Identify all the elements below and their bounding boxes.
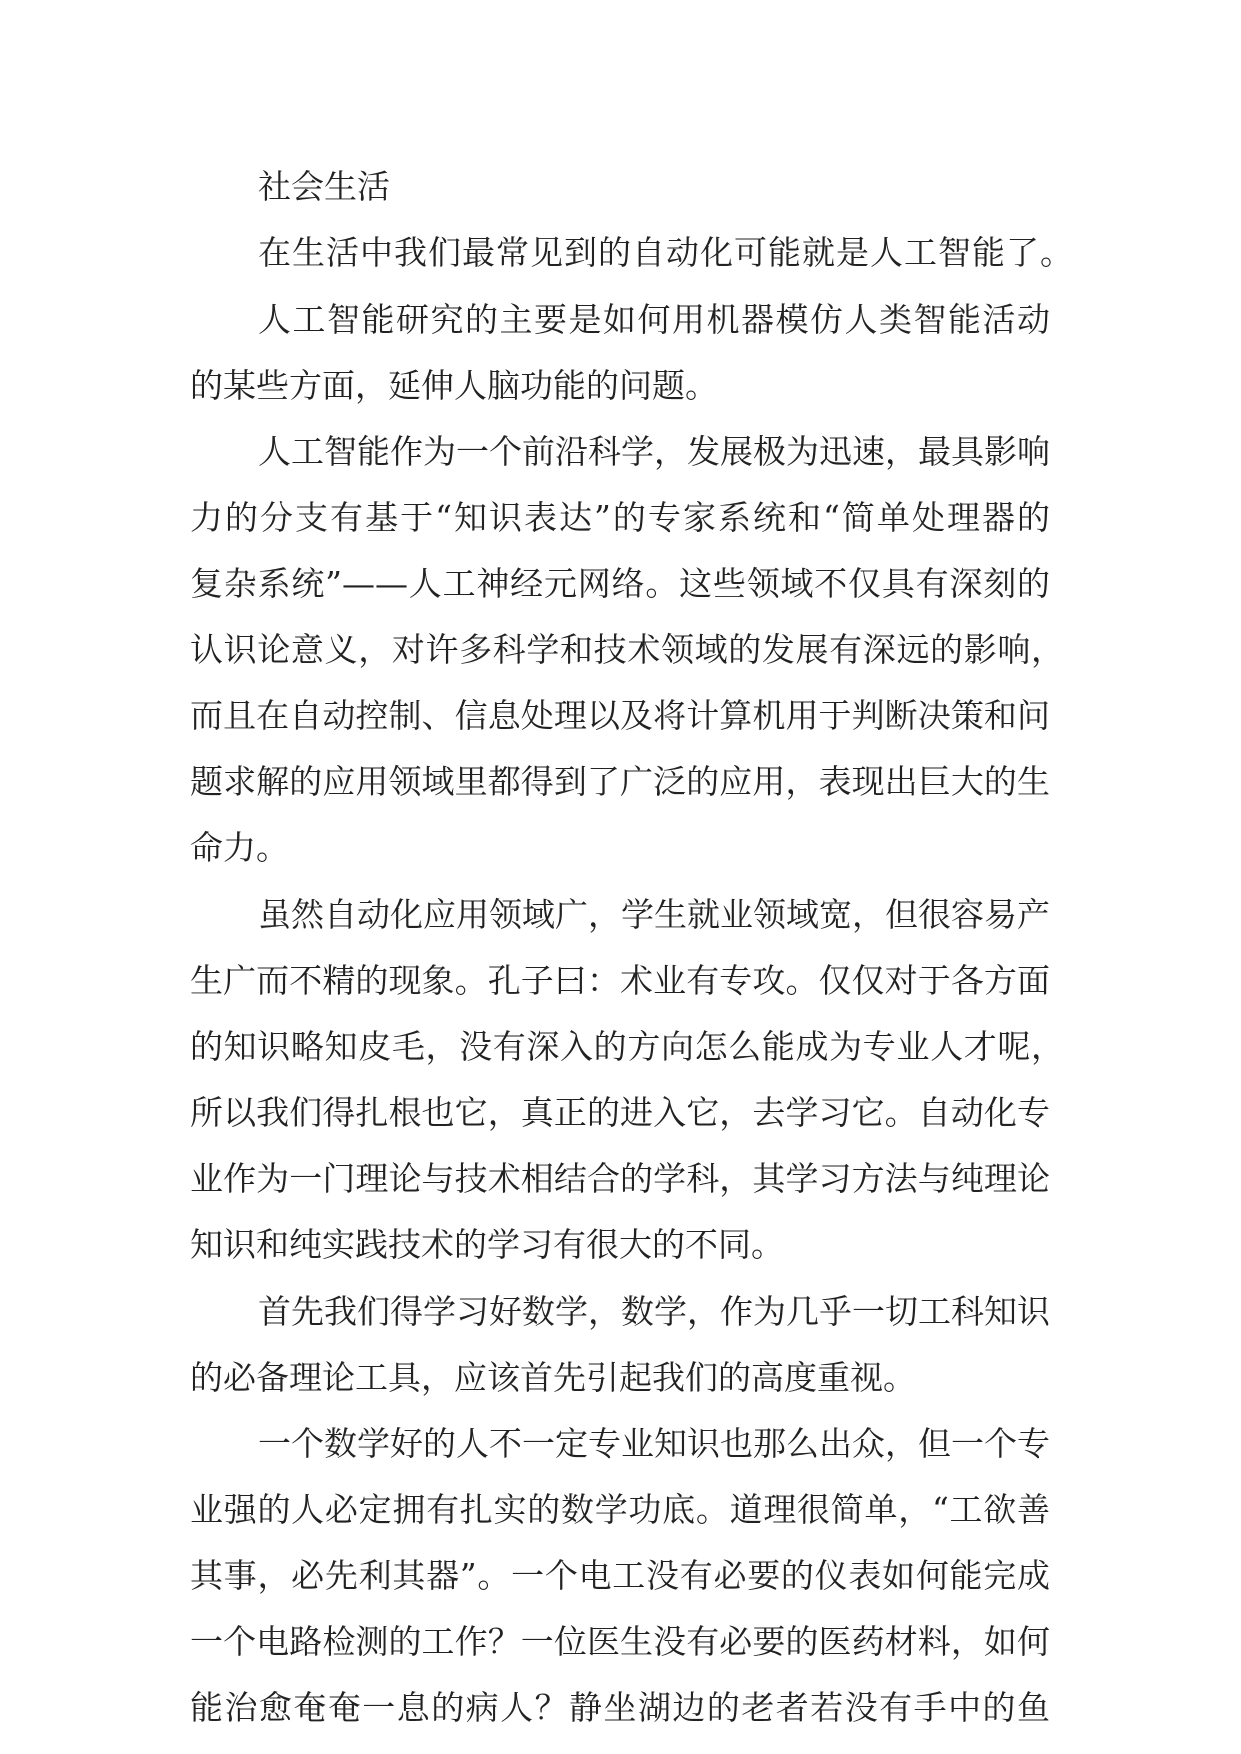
text-line: 的知识略知皮毛，没有深入的方向怎么能成为专业人才呢， bbox=[190, 1027, 1064, 1066]
text-line: 知识和纯实践技术的学习有很大的不同。 bbox=[190, 1225, 784, 1264]
text-line: 业强的人必定拥有扎实的数学功底。道理很简单，“工欲善 bbox=[190, 1490, 1050, 1529]
text-line: 一个电路检测的工作？一位医生没有必要的医药材料，如何 bbox=[190, 1622, 1050, 1661]
section-heading: 社会生活 bbox=[258, 167, 390, 206]
text-line: 的某些方面，延伸人脑功能的问题。 bbox=[190, 366, 718, 405]
text-line: 一个数学好的人不一定专业知识也那么出众，但一个专 bbox=[258, 1424, 1050, 1463]
text-line: 虽然自动化应用领域广，学生就业领域宽，但很容易产 bbox=[258, 895, 1050, 934]
text-line: 复杂系统”——人工神经元网络。这些领域不仅具有深刻的 bbox=[190, 564, 1050, 603]
text-line: 认识论意义，对许多科学和技术领域的发展有深远的影响， bbox=[190, 630, 1064, 669]
text-line: 的必备理论工具，应该首先引起我们的高度重视。 bbox=[190, 1358, 916, 1397]
text-line: 题求解的应用领域里都得到了广泛的应用，表现出巨大的生 bbox=[190, 762, 1050, 801]
text-line: 其事，必先利其器”。一个电工没有必要的仪表如何能完成 bbox=[190, 1556, 1050, 1595]
text-line: 所以我们得扎根也它，真正的进入它，去学习它。自动化专 bbox=[190, 1093, 1050, 1132]
text-line: 在生活中我们最常见到的自动化可能就是人工智能了。 bbox=[258, 233, 1073, 272]
text-line: 力的分支有基于“知识表达”的专家系统和“简单处理器的 bbox=[190, 498, 1050, 537]
text-line: 命力。 bbox=[190, 828, 289, 867]
text-line: 人工智能研究的主要是如何用机器模仿人类智能活动 bbox=[258, 300, 1050, 339]
text-line: 人工智能作为一个前沿科学，发展极为迅速，最具影响 bbox=[258, 432, 1050, 471]
text-line: 而且在自动控制、信息处理以及将计算机用于判断决策和问 bbox=[190, 696, 1050, 735]
text-line: 首先我们得学习好数学，数学，作为几乎一切工科知识 bbox=[258, 1292, 1050, 1331]
text-line: 生广而不精的现象。孔子曰：术业有专攻。仅仅对于各方面 bbox=[190, 961, 1050, 1000]
text-line: 能治愈奄奄一息的病人？静坐湖边的老者若没有手中的鱼 bbox=[190, 1688, 1050, 1727]
text-line: 业作为一门理论与技术相结合的学科，其学习方法与纯理论 bbox=[190, 1159, 1050, 1198]
